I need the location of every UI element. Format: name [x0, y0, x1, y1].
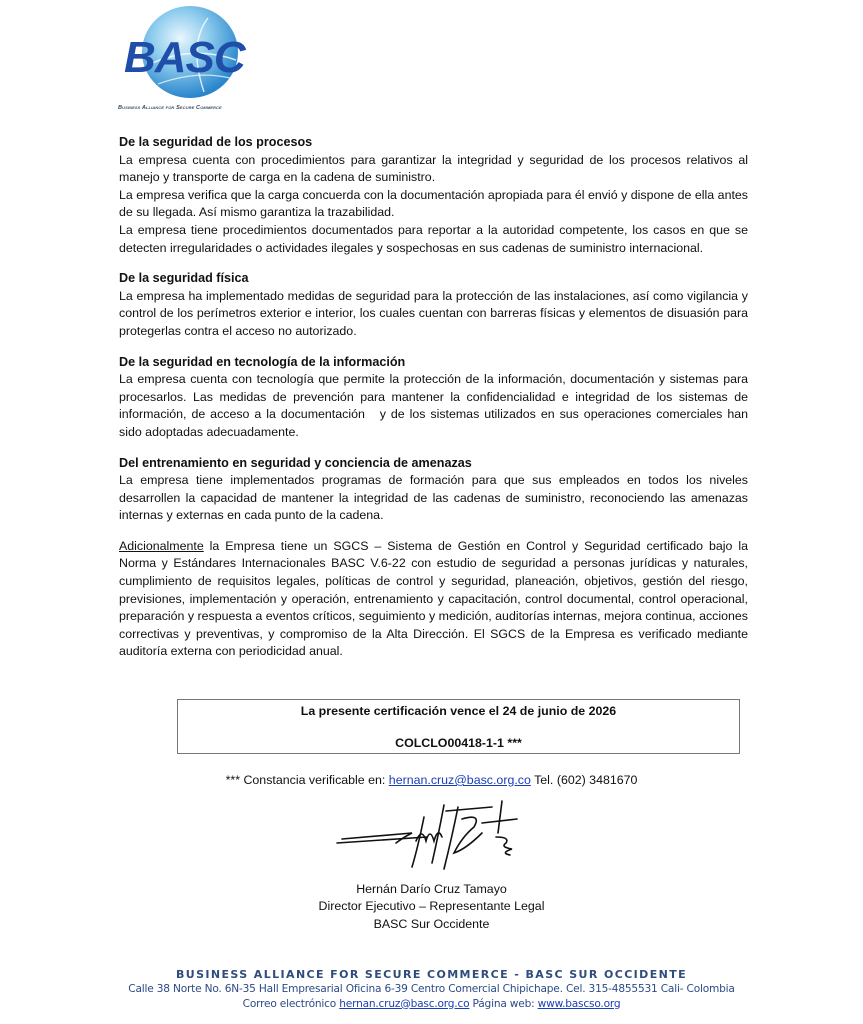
section-paragraph: La empresa tiene procedimientos documentados para reportar a la autoridad competente, los casos en que se detecten irregularidades o actividades ilegales y sospechosas en sus cadenas de suministro internacional.: [119, 222, 748, 255]
logo-letters: BASC: [124, 33, 245, 82]
section-paragraph: La empresa cuenta con tecnología que permite la protección de la información, documentación y sistemas para procesarlos. Las medidas de prevención para mantener la confidencialidad e integridad de los sistemas de información, de acceso a la documentación y de los sistemas utilizados en sus operaciones comerciales han sido adoptadas adecuadamente.: [119, 372, 752, 439]
section-paragraph: La empresa verifica que la carga concuerda con la documentación apropiada para él envió y dispone de ella antes de su llegada. Así mismo garantiza la trazabilidad.: [119, 187, 748, 220]
footer-organization: BUSINESS ALLIANCE FOR SECURE COMMERCE - BASC SUR OCCIDENTE: [175, 968, 688, 981]
section-it-security: [119, 354, 752, 442]
signature-icon: [332, 797, 532, 877]
section-additional: [119, 538, 748, 661]
section-heading: De la seguridad física: [119, 271, 249, 286]
additional-paragraph: [119, 538, 748, 661]
section-paragraph: La empresa cuenta con procedimientos para garantizar la integridad y seguridad de los procesos relativos al manejo y transporte de carga en la cadena de suministro.: [119, 152, 748, 185]
document-body: [119, 134, 752, 674]
certification-code: COLCLO00418-1-1 ***: [395, 736, 522, 750]
signer-organization: BASC Sur Occidente: [373, 916, 490, 931]
verification-email-link[interactable]: hernan.cruz@basc.org.co: [388, 773, 531, 787]
section-paragraph: La empresa tiene implementados programas de formación para que sus empleados en todos los niveles desarrollen la capacidad de mantener la integridad de las cadenas de suministro, reconociendo las amenazas internas y externas en cada punto de la cadena.: [119, 473, 748, 523]
globe-icon: [118, 4, 258, 104]
logo-tagline: Business Alliance for Secure Commerce: [118, 105, 222, 111]
signer-name: Hernán Darío Cruz Tamayo: [356, 882, 507, 896]
section-physical-security: [119, 270, 748, 340]
page-footer: [0, 967, 863, 1011]
footer-web-label: Página web:: [469, 997, 538, 1010]
certification-expiry: La presente certificación vence el 24 de junio de 2026: [300, 704, 617, 718]
additional-text: la Empresa tiene un SGCS – Sistema de Gestión en Control y Seguridad certificado bajo la Norma y Estándares Internacionales BASC V.6-22 con estudio de seguridad a personas jurídicas y naturales, cumplimiento de requisitos legales, políticas de control y seguridad, planeación, objetivos, gestión del riesgo, previsiones, implementación y operación, entrenamiento y capacitación, control documental, control operacional, preparación y respuesta a eventos críticos, seguimiento y medición, auditorías internas, mejora continua, acciones correctivas y preventivas, y compromiso de la Alta Dirección. El SGCS de la Empresa es verificado mediante auditoría externa con periodicidad anual.: [119, 538, 748, 659]
section-heading: De la seguridad en tecnología de la información: [119, 354, 406, 369]
signer-block: [0, 881, 863, 933]
signature-image: [332, 797, 532, 877]
footer-email-label: Correo electrónico: [242, 997, 340, 1010]
verification-line: [0, 773, 863, 787]
footer-contact: [0, 997, 863, 1012]
section-heading: De la seguridad de los procesos: [119, 135, 313, 149]
basc-logo: [118, 4, 258, 116]
section-training: [119, 455, 748, 525]
section-heading: Del entrenamiento en seguridad y conciencia de amenazas: [119, 455, 472, 470]
certification-box: [177, 699, 740, 754]
section-process-security: [119, 134, 748, 257]
signer-title: Director Ejecutivo – Representante Legal: [318, 899, 545, 914]
footer-email-link[interactable]: hernan.cruz@basc.org.co: [339, 997, 470, 1010]
section-paragraph: La empresa ha implementado medidas de seguridad para la protección de las instalaciones, así como vigilancia y control de los perímetros exterior e interior, los cuales cuentan con barreras físicas y elementos de disuasión para protegerlas contra el acceso no autorizado.: [119, 288, 748, 338]
additional-lead: Adicionalmente: [119, 538, 204, 553]
footer-address: Calle 38 Norte No. 6N-35 Hall Empresarial Oficina 6-39 Centro Comercial Chipichape. Cel. 315-4855531 Cali- Colombia: [128, 983, 735, 995]
verification-phone: Tel. (602) 3481670: [530, 773, 638, 787]
footer-web-link[interactable]: www.bascso.org: [537, 997, 621, 1010]
verification-prefix: *** Constancia verificable en:: [225, 773, 389, 787]
